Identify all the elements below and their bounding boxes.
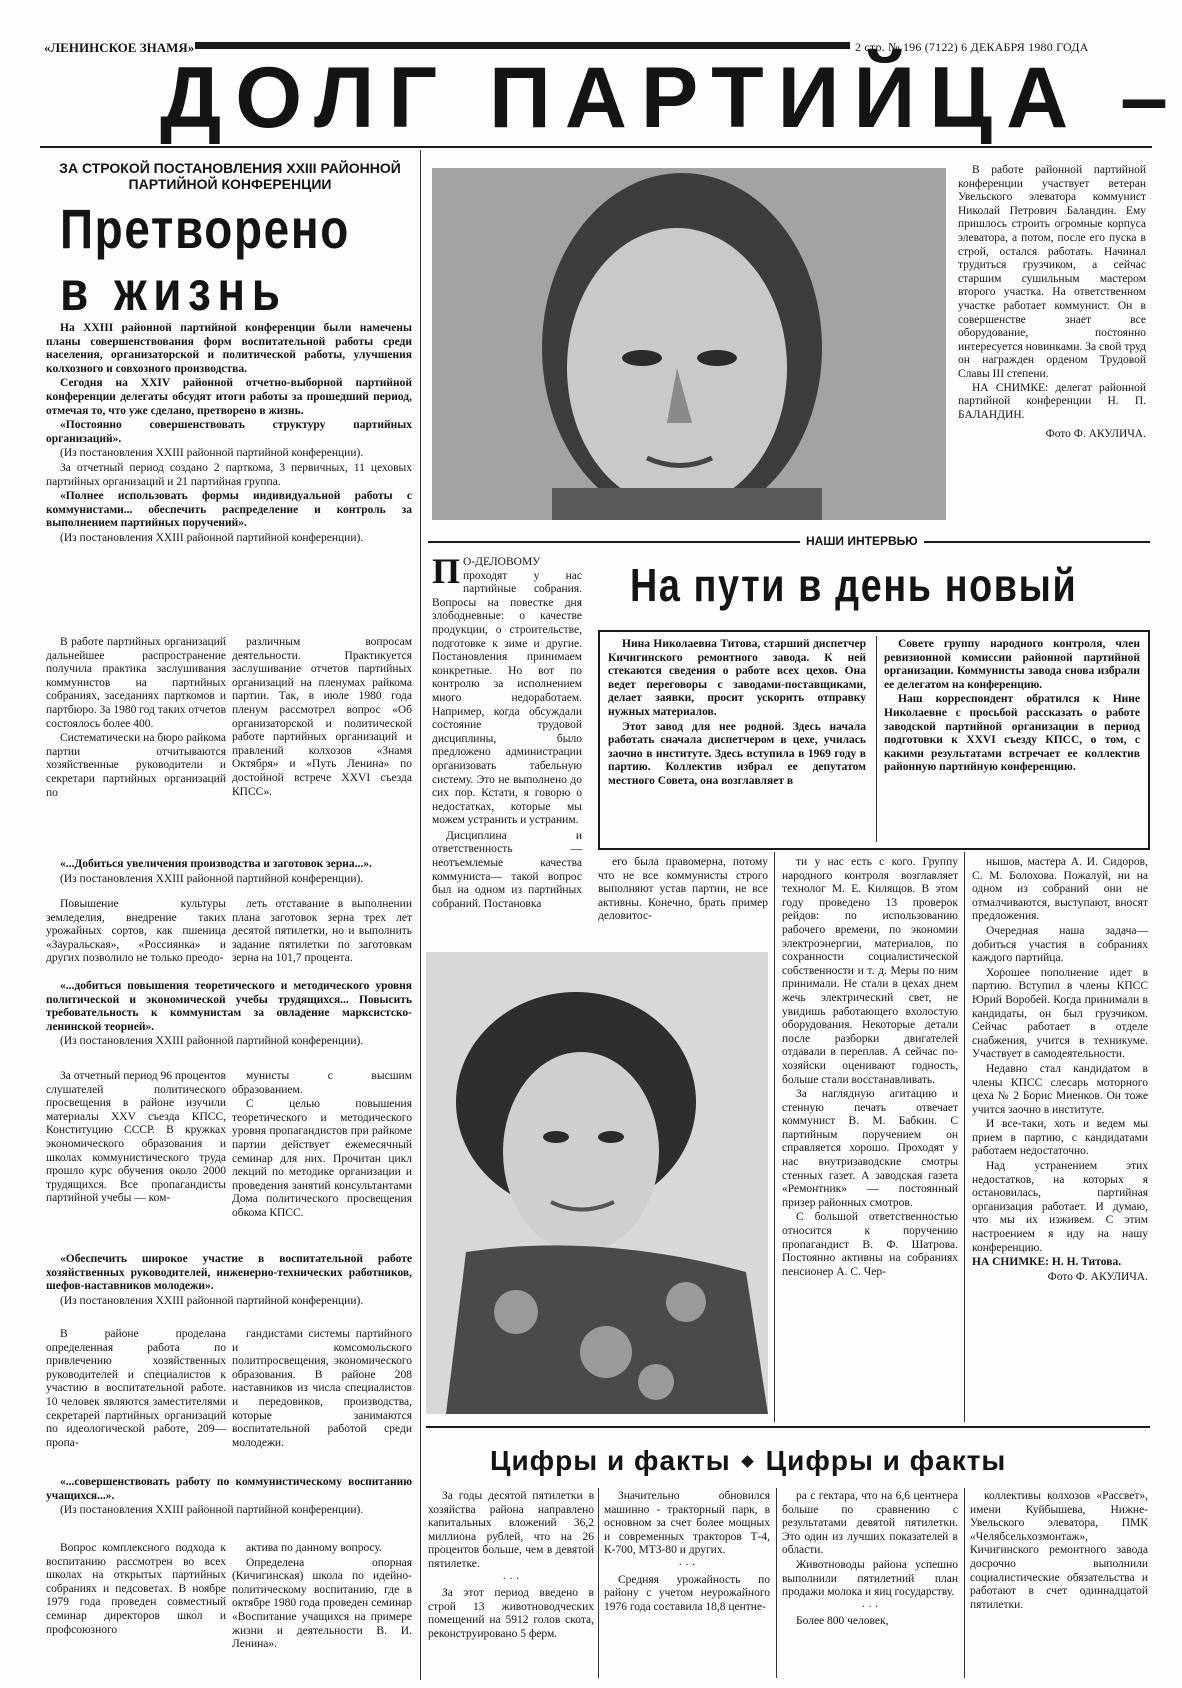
quote-source: (Из постановления XXIII районной партийной конференции). [60,447,364,460]
issue-line: 2 стр. № 196 (7122) 6 ДЕКАБРЯ 1980 ГОДА [855,40,1089,54]
dots-separator: · · · [678,1558,696,1571]
article-quote-block [46,1476,412,1519]
rubric-label: НАШИ ИНТЕРВЬЮ [800,534,924,548]
paragraph: леть отставание в выполнении плана заготовок зерна трех лет десятой пятилетки, но и выполнить задание пятилетки по заготовкам зерна на 101,7 процента. [232,898,412,965]
portrait-photo-man [432,168,946,520]
portrait-photo-woman [426,952,768,1414]
paragraph: Хорошее пополнение идет в партию. Вступил в члены КПСС Юрий Воробей. Когда принимали в кандидаты, он был грузчиком. Сейчас работает в отделе снабжения, учится в техникуме. Участвует в самодеятельности. [972,966,1148,1061]
paragraph: актива по данному вопросу. [246,1542,382,1554]
paragraph: Средняя урожайность по району с учетом неурожайного 1976 года составила 18,8 центне- [604,1573,770,1613]
column-divider [964,852,965,1422]
paragraph: его была правомерна, потому что не все коммунисты строго выполняют устав партии, не все активны. Конечно, брать пример деловитос- [598,856,768,923]
page-banner: ДОЛГ ПАРТИЙЦА – [160,50,1182,146]
paragraph: И все-таки, хоть и ведем мы прием в партию, с кандидатами работаем недостаточно. [972,1118,1148,1158]
headline-line-2: в жизнь [60,259,287,322]
column-divider [964,1488,965,1678]
diamond-separator-icon [741,1455,754,1468]
facts-col [782,1490,958,1630]
paragraph: Животноводы района успешно выполнили пятилетний план продажи молока и яиц государству. [782,1558,958,1599]
photo-credit: Фото Ф. АКУЛИЧА. [1047,1270,1148,1283]
box-col-right [884,638,1140,776]
column-divider [420,150,421,1680]
caption-text: В работе районной партийной конференции участвует ветеран Увельского элеватора коммунист Николай Петрович Баландин. Ему пришлось строить огромные корпуса элеватора, а потом, после его пуска в строй, остался работать. Начинал трудиться грузчиком, а сейчас старшим сушильным мастером второго участка. На ответственном участке работает коммунист. Он в совершенстве знает все оборудование, постоянно интересуется новинками. За свой труд он награжден орденом Трудовой Славы III степени. [958,164,1146,380]
article-col-right [232,636,412,800]
quote: «Полнее использовать формы индивидуальной работы с коммунистами... обеспечить распределение и контроль за выполнением партийных поручений». [46,490,412,530]
dots-separator: · · · [861,1600,879,1613]
paragraph: Этот завод для нее родной. Здесь начала работать сначала диспетчером в цехе, училась заочно в институте. Здесь вступила в 1969 году в партию. Коллектив избрал ее депутатом местного Совета, она возглавляет в [608,720,866,787]
paragraph: ра с гектара, что на 6,6 центнера больше по сравнению с результатами девятой пятилетки. Это один из лучших показателей в области. [782,1490,958,1557]
quote: «...добиться повышения теоретического и методического уровня политической и экономической учебы трудящихся... Повысить требовательность к коммунистам за овладение марксистско-ленинской теорией». [46,980,412,1033]
lead-paragraph: На XXIII районной партийной конференции были намечены планы совершенствования форм воспитательной работы среди населения, организаторской и политической работы, улучшения колхозного и совхозного производства. [46,322,412,375]
paragraph: мунисты с высшим образованием. [232,1070,412,1096]
quote-source: (Из постановления XXIII районной партийной конференции). [60,872,364,885]
interview-intro-box [598,630,1150,850]
interview-rubric [428,535,1150,549]
facts-col [970,1490,1148,1613]
quote: «...совершенствовать работу по коммунистическому воспитанию учащихся...». [46,1476,412,1502]
paragraph: Совете группу народного контроля, член ревизионной комиссии районной партийной организации. Коммунисты завода снова избрали ее делегатом на конференцию. [884,638,1140,691]
box-col-left [608,638,866,790]
article-col-right [232,1070,412,1222]
paragraph: За отчетный период создано 2 парткома, 3 первичных, 11 цеховых партийных организаций и 21 партийная группа. [46,461,412,488]
article-quote-block [46,858,412,887]
column-divider [776,1488,777,1678]
facts-headline-a: Цифры и факты [490,1445,731,1476]
photo-caption [958,164,1146,442]
paragraph: Повышение культуры земледелия, внедрение таких урожайных сортов, как пшеница «Зауральская», «Россиянка» и других позволило не только преодо- [46,898,226,965]
quote-source: (Из постановления XXIII районной партийной конференции). [60,1294,364,1307]
paragraph: С большой ответственностью относится к поручению пропагандист В. Ф. Шатрова. Постоянно активны на собраниях пенсионер А. С. Чер- [782,1211,958,1278]
paragraph: Нина Николаевна Титова, старший диспетчер Кичигинского ремонтного завода. К ней стекаются сведения о работе всех цехов. Она ведет переговоры с заводами-поставщиками, делает заявки, просит ускорить отправку нужных материалов. [608,638,866,718]
article-headline [60,198,350,322]
photo-credit: Фото Ф. АКУЛИЧА. [1045,428,1146,441]
quote-source: (Из постановления XXIII районной партийной конференции). [60,1035,364,1048]
quote-source: (Из постановления XXIII районной партийной конференции). [60,1504,364,1517]
article-col-right [232,1542,412,1653]
article-col-left [46,1542,226,1638]
paragraph: Дисциплина и ответственность — неотъемлемые качества коммуниста— такой вопрос был на одном из партийных собраний. Постановка [432,829,582,910]
rubric-rule [428,541,1150,543]
masthead-rule [195,42,850,49]
paragraph: Определена опорная (Кичигинская) школа по идейно-политическому воспитанию, где в октябре 1980 года проведен семинар «Воспитание учащихся на примере жизни и деятельности В. И. Ленина». [232,1556,412,1651]
article-quote-block [46,980,412,1050]
headline-line-1: Претворено [60,197,350,260]
article-kicker: ЗА СТРОКОЙ ПОСТАНОВЛЕНИЯ XXIII РАЙОННОЙ ПАРТИЙНОЙ КОНФЕРЕНЦИИ [59,160,401,192]
column-divider [598,1488,599,1678]
facts-col [428,1490,594,1643]
paragraph: Систематически на бюро райкома партии отчитываются хозяйственные руководители и секретари партийных организаций по [46,732,226,799]
paragraph: За годы десятой пятилетки в хозяйства района направлено капитальных вложений 36,2 миллиона рублей, что на 26 процентов больше, чем в девятой пятилетке. [428,1490,594,1570]
paragraph: Недавно стал кандидатом в члены КПСС слесарь моторного цеха № 2 Борис Миенков. Он тоже учится заочно в институте. [972,1062,1148,1116]
drop-cap: П [432,551,461,591]
interview-headline: На пути в день новый [630,559,1078,611]
article-lead [46,322,412,547]
paragraph: Наш корреспондент обратился к Нине Николаевне с просьбой рассказать о работе заводской партийной организации в период подготовки к XXVI съезду КПСС, о том, с какими результатами встречает ее коллектив районную партийную конференцию. [884,693,1140,774]
paragraph: В районе проделана определенная работа по привлечению хозяйственных руководителей и специалистов к участию в воспитательной работе. 10 человек являются заместителями секретарей партийных организаций по идеологической работе, 209— пропа- [46,1328,226,1449]
facts-headline-b: Цифры и факты [765,1445,1007,1476]
article-col-left [46,898,226,967]
lead-paragraph: Сегодня на XXIV районной отчетно-выборной партийной конференции делегаты обсудят итоги работы за прошедший период, отмечая то, что уже сделано, претворено в жизнь. [46,377,412,417]
quote: «...Добиться увеличения производства и заготовок зерна...». [60,858,372,870]
quote-source: (Из постановления XXIII районной партийной конференции). [60,531,364,544]
article-col-right [232,898,412,967]
quote: «Постоянно совершенствовать структуру партийных организаций». [46,419,412,445]
article-col-left [46,1328,226,1451]
interview-col [598,856,768,925]
paragraph: За отчетный период 96 процентов слушателей политического просвещения в районе изучили материалы XXV съезда КПСС, Конституцию СССР. В кружках экономического образования и школах коммунистического труда прошло курс обучения около 2000 трудящихся. Все пропагандисты партийной учебы — ком- [46,1070,226,1205]
article-col-left [46,636,226,801]
facts-headline [490,1445,1006,1477]
article-col-left [46,1070,226,1207]
paragraph: коллективы колхозов «Рассвет», имени Куйбышева, Нижне-Увельского элеватора, ПМК «Челябсельхозмонтаж», Кичигинского ремонтного завода досрочно выполнили социалистические обязательства и работают в счет одиннадцатой пятилетки. [970,1490,1148,1611]
banner-rule [40,146,1152,148]
paragraph: С целью повышения теоретического и методического уровня пропагандистов при райкоме партии действует ежемесячный семинар для них. Прочитан цикл лекций по методике организации и проведения занятий консультантами Дома политического просвещения обкома КПСС. [232,1098,412,1219]
paragraph: Вопрос комплексного подхода к воспитанию рассмотрен во всех школах на открытых партийных собраниях и педсоветах. В ноябре 1979 года проведен совместный семинар директоров школ и профсоюзного [46,1542,226,1636]
paragraph: Более 800 человек, [796,1615,889,1628]
paragraph: Над устранением этих недостатков, на которых я остановилась, партийная организация работает. И думаю, что мы их изживем. С этим настроением я иду на нашу конференцию. [972,1160,1148,1254]
paragraph: В работе партийных организаций дальнейшее распространение получила практика заслушивания коммунистов на партийных собраниях, заседаниях парткомов и партбюро. За 1980 год таких отчетов состоялось более 400. [46,636,226,730]
dots-separator: · · · [502,1572,520,1585]
facts-top-rule [426,1426,1150,1428]
paragraph: нышов, мастера А. И. Сидоров, С. М. Болохова. Пожалуй, ни на одном из собраний они не отмалчиваются, выступают, вносят предложения. [972,856,1148,923]
caption-note: НА СНИМКЕ: Н. Н. Титова. [972,1256,1122,1269]
portrait-photo-image [426,952,768,1414]
paragraph: Очередная наша задача—добиться участия в собраниях каждого партийца. [972,924,1148,965]
paragraph: гандистами системы партийного и комсомольского политпросвещения, экономического образования. В районе 208 наставников из числа специалистов и передовиков, производства, которые занимаются воспитательной работой среди молодежи. [232,1328,412,1449]
box-divider [876,636,877,842]
paragraph: различным вопросам деятельности. Практикуется заслушивание отчетов партийных организаций на пленумах райкома партии. Так, в июле 1980 года пленум рассмотрел вопрос «Об организаторской и политической работе партийных организаций и правлений колхозов «Знамя Октября» и «Путь Ленина» по достойной встрече XXVI съезда КПСС». [232,636,412,798]
article-col-right [232,1328,412,1451]
interview-col [782,856,958,1280]
paragraph: За этот период введено в строй 13 животноводческих помещений на 5912 голов скота, реконструировано 5 ферм. [428,1587,594,1640]
paragraph: ти у нас есть с кого. Группу народного контроля возглавляет технолог М. Е. Килящов. В этом году проведено 13 проверок рейдов: по использованию рабочего времени, по экономии электроэнергии, материалов, по сохранности социалистической собственности и т. д. Меры по ним принимали. Не стали в цехах днем жечь электрический свет, не увидишь работающего вхолостую оборудования. Некоторые детали после разборки двигателей отдавали в переплав. А сейчас по-хозяйски оценивают годность, больше стали восстанавливать. [782,856,958,1086]
quote: «Обеспечить широкое участие в воспитательной работе хозяйственных руководителей, инженерно-технических работников, шефов-наставников молодежи». [46,1253,412,1293]
portrait-photo-image [432,168,946,520]
article-quote-block [46,1253,412,1309]
column-divider [774,852,775,1422]
paragraph: О-ДЕЛОВОМУ проходят у нас партийные собрания. Вопросы на повестке дня злободневные: о качестве продукции, о строительстве, подготовке к зиме и другие. Постановления принимаем конкретные. Но вот по контролю за исполнением много недоработаем. Например, когда обсуждали состояние трудовой дисциплины, было предложено администрации организовать табельную систему. Это не выполнено до сих пор. Кстати, я говорю о недостатках, которые мы можем устранить и устраним. [432,556,582,827]
facts-col [604,1490,770,1615]
newspaper-name: «ЛЕНИНСКОЕ ЗНАМЯ» [44,40,195,55]
paragraph: Значительно обновился машинно - тракторный парк, в основном за счет более мощных и современных тракторов Т-4, К-700, МТЗ-80 и других. [604,1490,770,1557]
interview-col [972,856,1148,1285]
paragraph: За наглядную агитацию и стенную печать отвечает коммунист В. М. Бабкин. С партийным поручением он справляется хорошо. Проходят у нас внутризаводские смотры стенных газет. А заводская газета «Ремонтник» — постоянный призер районных смотров. [782,1088,958,1209]
interview-intro-col [432,551,582,912]
caption-note: НА СНИМКЕ: делегат районной партийной конференции Н. П. БАЛАНДИН. [958,381,1146,421]
